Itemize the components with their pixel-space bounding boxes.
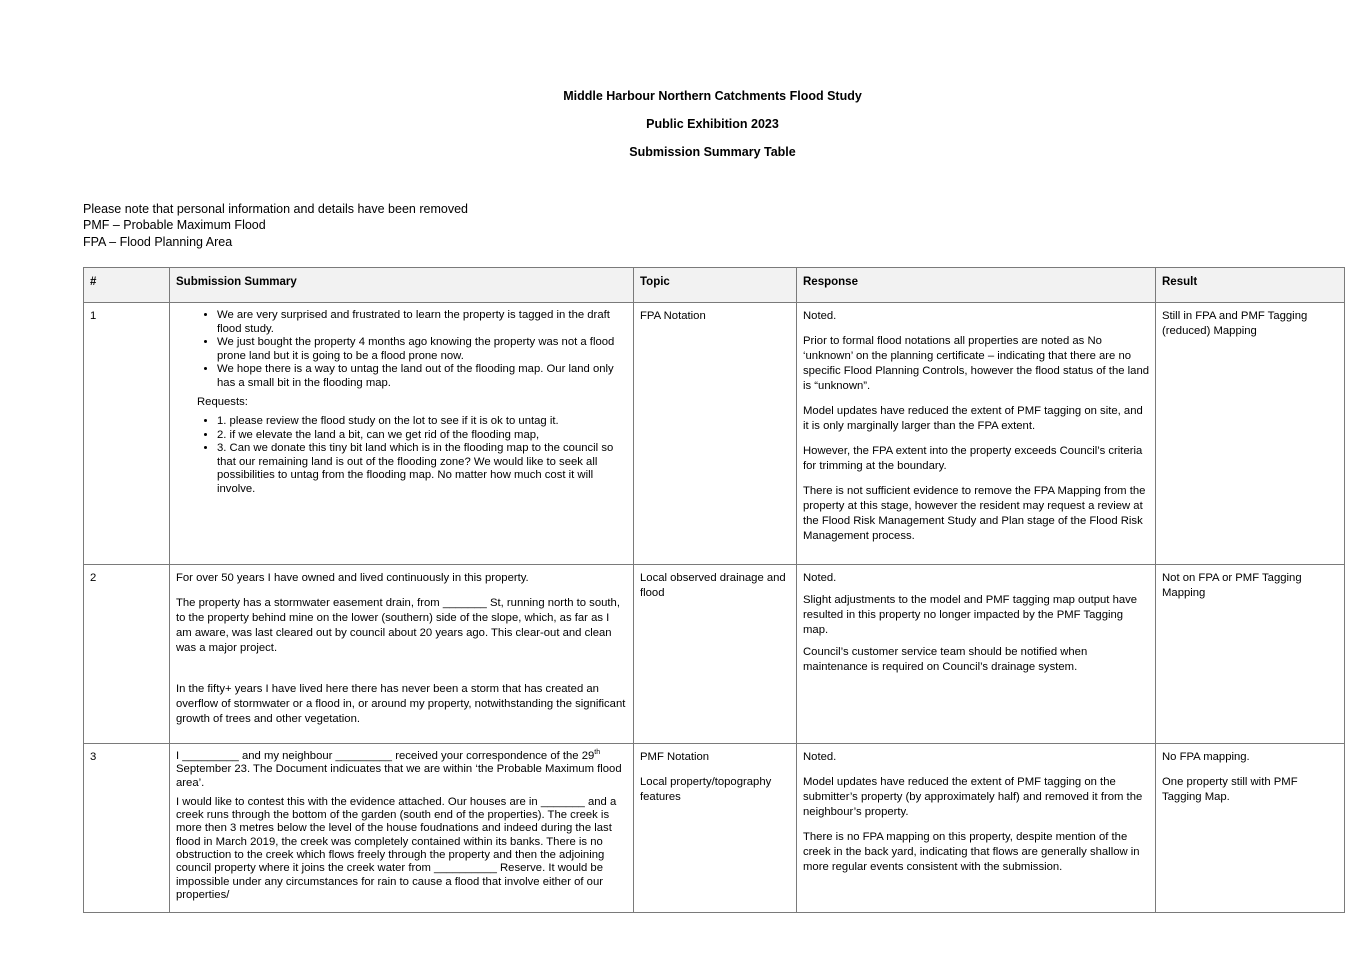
document-title: Middle Harbour Northern Catchments Flood Study: [563, 89, 862, 103]
topic-text: PMF Notation: [640, 751, 710, 763]
list-item: • We hope there is a way to untag the land out of the flooding map. Our land only has a small bit in the flooding map.: [217, 363, 627, 390]
topic-text: Local observed drainage and flood: [640, 572, 786, 599]
submission-summary-cell: [170, 744, 634, 913]
summary-paragraph: The property has a stormwater easement drain, from _______ St, running north to south, to the property behind mine on the lower (southern) side of the slope, which, as far as I am aware, was last cleared out by council about 20 years ago. This clear-out and clean was a major project.: [176, 597, 620, 654]
document-subtitle: Public Exhibition 2023: [646, 117, 779, 131]
column-header-summary: Submission Summary: [170, 268, 634, 303]
requests-list: [176, 415, 627, 496]
list-item: • 3. Can we donate this tiny bit land which is in the flooding map to the council so that our remaining land is out of the flooding zone? We would like to seek all possibilities to untag from the flooding map. No matter how much cost it will involve.: [217, 442, 627, 496]
submission-summary-cell: [170, 303, 634, 565]
response-paragraph: Council’s customer service team should be notified when maintenance is required on Council’s drainage system.: [803, 646, 1088, 673]
response-paragraph: Noted.: [803, 751, 837, 763]
column-header-response: Response: [797, 268, 1156, 303]
concerns-list: [176, 309, 627, 390]
result-cell: [1156, 565, 1345, 744]
table-title: Submission Summary Table: [629, 145, 796, 159]
response-paragraph: Model updates have reduced the extent of PMF tagging on the submitter’s property (by approximately half) and removed it from the neighbour’s property.: [803, 776, 1143, 818]
result-text: No FPA mapping.: [1162, 751, 1250, 763]
response-paragraph: There is no FPA mapping on this property, despite mention of the creek in the back yard, indicating that flows are generally shallow in more regular events consistent with the submission.: [803, 831, 1140, 873]
summary-text: September 23. The Document indicuates that we are within ‘the Probable Maximum flood area’.: [176, 763, 622, 789]
ordinal-suffix: th: [594, 749, 601, 757]
summary-paragraph: For over 50 years I have owned and lived continuously in this property.: [176, 572, 529, 584]
column-header-result: Result: [1156, 268, 1345, 303]
topic-text: FPA Notation: [640, 310, 706, 322]
response-cell: [797, 744, 1156, 913]
topic-text: Local property/topography features: [640, 776, 772, 803]
response-cell: [797, 565, 1156, 744]
result-cell: [1156, 303, 1345, 565]
response-paragraph: Prior to formal flood notations all properties are noted as No ‘unknown’ on the planning certificate – indicating that there are no specific Flood Planning Controls, however the flood status of the land is “unknown”.: [803, 335, 1150, 392]
response-paragraph: Model updates have reduced the extent of PMF tagging on site, and it is only marginally larger than the FPA extent.: [803, 405, 1143, 432]
list-item: • We are very surprised and frustrated to learn the property is tagged in the draft flood study.: [217, 309, 627, 336]
privacy-note: Please note that personal information and details have been removed: [83, 202, 468, 216]
result-cell: [1156, 744, 1345, 913]
list-item: • 2. if we elevate the land a bit, can we get rid of the flooding map,: [217, 429, 627, 443]
response-paragraph: There is not sufficient evidence to remove the FPA Mapping from the property at this stage, however the resident may request a review at the Flood Risk Management Study and Plan stage of the Flood Risk Management process.: [803, 485, 1146, 542]
requests-label: Requests:: [197, 396, 248, 408]
table-row: [84, 744, 1345, 913]
response-cell: [797, 303, 1156, 565]
result-text: One property still with PMF Tagging Map.: [1162, 776, 1298, 803]
summary-paragraph: I would like to contest this with the evidence attached. Our houses are in _______ and a creek runs through the bottom of the garden (south end of the properties). The creek is more then 3 metres below the level of the house foudnations and indeed during the last flood in March 2019, the creek was completely contained within its banks. There is no obstruction to the creek which flows freely through the property and then the adjoining council property where it joins the creek water from __________ Reserve. It would be impossible under any circumstances for rain to cause a flood that involve either of our properties/: [176, 795, 617, 901]
topic-cell: [634, 565, 797, 744]
column-header-number: #: [84, 268, 170, 303]
result-text: Not on FPA or PMF Tagging Mapping: [1162, 572, 1302, 599]
column-header-topic: Topic: [634, 268, 797, 303]
summary-paragraph: [176, 750, 627, 790]
submission-summary-table: [83, 267, 1345, 913]
summary-paragraph: In the fifty+ years I have lived here there has never been a storm that has created an overflow of stormwater or a flood in, or around my property, notwithstanding the significant growth of trees and other vegetation.: [176, 683, 626, 725]
summary-text: I _________ and my neighbour _________ received your correspondence of the 29: [176, 750, 595, 762]
table-header-row: [84, 268, 1345, 303]
pmf-definition: PMF – Probable Maximum Flood: [83, 218, 266, 232]
response-paragraph: Slight adjustments to the model and PMF tagging map output have resulted in this property no longer impacted by the PMF Tagging map.: [803, 594, 1138, 636]
table-row: [84, 565, 1345, 744]
table-row: [84, 303, 1345, 565]
fpa-definition: FPA – Flood Planning Area: [83, 235, 233, 249]
list-item: • 1. please review the flood study on the lot to see if it is ok to untag it.: [217, 415, 627, 429]
list-item: • We just bought the property 4 months ago knowing the property was not a flood prone land but it is going to be a flood prone now.: [217, 336, 627, 363]
submission-number: 3: [84, 744, 170, 913]
submission-number: 1: [84, 303, 170, 565]
response-paragraph: Noted.: [803, 310, 837, 322]
submission-number: 2: [84, 565, 170, 744]
submission-summary-cell: [170, 565, 634, 744]
topic-cell: [634, 303, 797, 565]
topic-cell: [634, 744, 797, 913]
response-paragraph: Noted.: [803, 572, 837, 584]
result-text: Still in FPA and PMF Tagging (reduced) Mapping: [1162, 310, 1308, 337]
response-paragraph: However, the FPA extent into the property exceeds Council’s criteria for trimming at the boundary.: [803, 445, 1143, 472]
